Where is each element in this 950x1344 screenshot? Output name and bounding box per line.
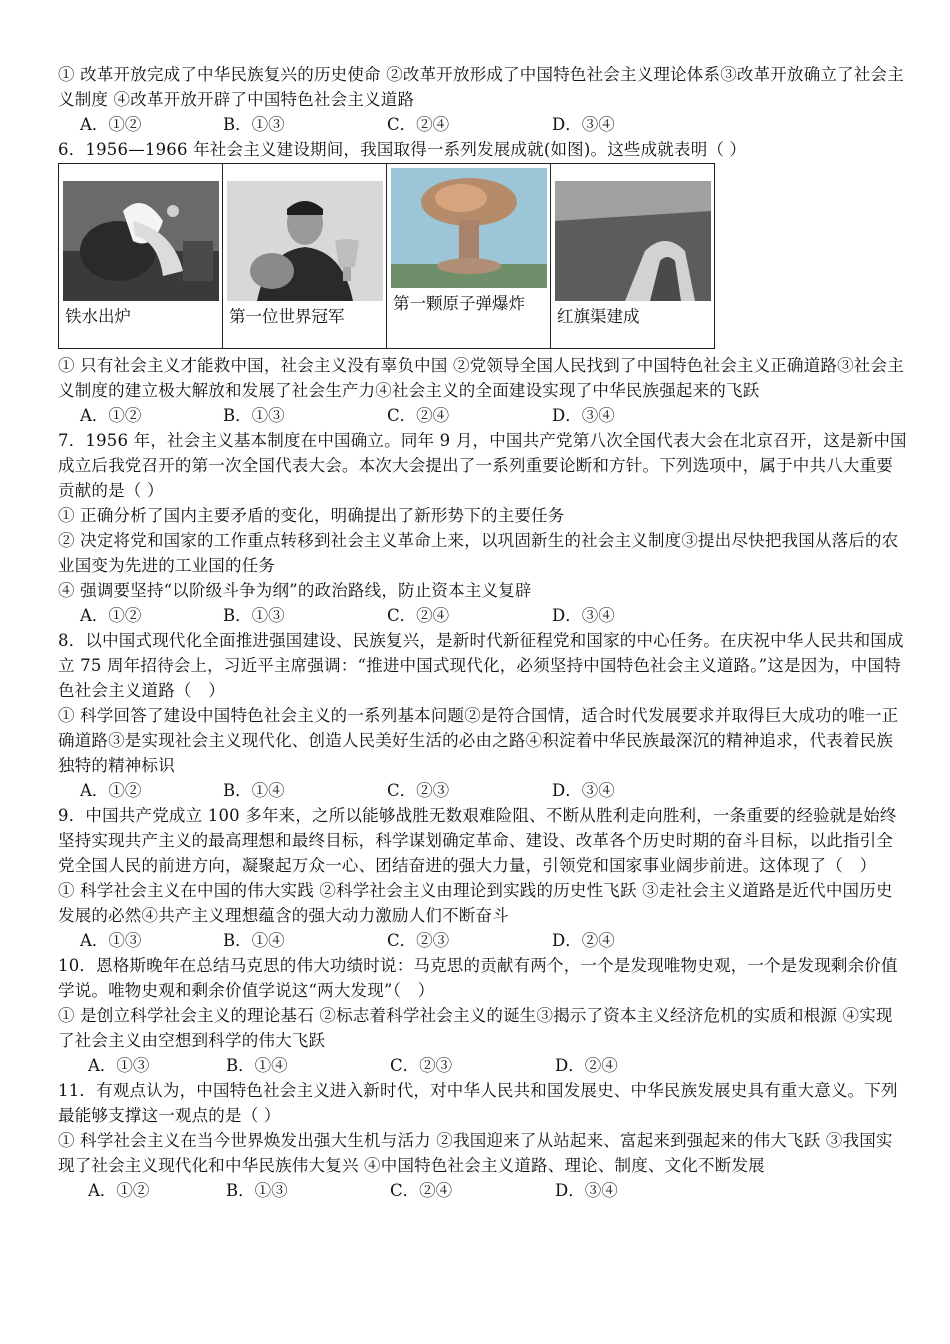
q8-option-c[interactable]: C．②③: [387, 781, 450, 800]
q5-option-c[interactable]: C．②④: [387, 115, 450, 134]
q11-options: [58, 1178, 908, 1203]
q5-option-b[interactable]: B．①③: [223, 115, 285, 134]
caption-canal: 红旗渠建成: [557, 307, 640, 326]
q11-statements: ① 科学社会主义在当今世界焕发出强大生机与活力 ②我国迎来了从站起来、富起来到强起来的伟大飞跃 ③我国实现了社会主义现代化和中华民族伟大复兴 ④中国特色社会主义道路、理论、制度、文化不断发展: [58, 1131, 893, 1175]
q10-option-b[interactable]: B．①④: [226, 1056, 288, 1075]
q6-cell-iron: [59, 164, 223, 349]
q7-option-c[interactable]: C．②④: [387, 606, 450, 625]
q8-statements: ① 科学回答了建设中国特色社会主义的一系列基本问题②是符合国情，适合时代发展要求并取得巨大成功的唯一正确道路③是实现社会主义现代化、创造人民美好生活的必由之路④积淀着中华民族最深沉的精神追求，代表着民族独特的精神标识: [58, 706, 899, 775]
q6-cell-canal: [551, 164, 715, 349]
q7-statement-1: ① 正确分析了国内主要矛盾的变化，明确提出了新形势下的主要任务: [58, 506, 565, 525]
q9-statements: ① 科学社会主义在中国的伟大实践 ②科学社会主义由理论到实践的历史性飞跃 ③走社会主义道路是近代中国历史发展的必然④共产主义理想蕴含的强大动力激励人们不断奋斗: [58, 881, 893, 925]
caption-champion: 第一位世界冠军: [229, 307, 345, 326]
q6-options: [58, 403, 908, 428]
q6-option-b[interactable]: B．①③: [223, 406, 285, 425]
exam-page: [58, 62, 908, 1203]
q9-option-a[interactable]: A．①③: [80, 931, 142, 950]
q7-option-a[interactable]: A．①②: [80, 606, 142, 625]
q10-option-c[interactable]: C．②③: [390, 1056, 453, 1075]
q5-options: [58, 112, 908, 137]
q6-option-d[interactable]: D．③④: [552, 406, 615, 425]
q9-options: [58, 928, 908, 953]
q6-cell-champion: [223, 164, 387, 349]
q9-stem: 9．中国共产党成立 100 多年来，之所以能够战胜无数艰难险阻、不断从胜利走向胜利，一条重要的经验就是始终坚持实现共产主义的最高理想和最终目标，科学谋划确定革命、建设、改革各个历史时期的奋斗目标，以此指引全党全国人民的前进方向，凝聚起万众一心、团结奋进的强大力量，引领党和国家事业阔步前进。这体现了（ ）: [58, 806, 897, 875]
q11-option-b[interactable]: B．①③: [226, 1181, 288, 1200]
q10-option-d[interactable]: D．②④: [555, 1056, 618, 1075]
q5-option-d[interactable]: D．③④: [552, 115, 615, 134]
q7-statement-2: ② 决定将党和国家的工作重点转移到社会主义革命上来，以巩固新生的社会主义制度③提出尽快把我国从落后的农业国变为先进的工业国的任务: [58, 531, 899, 575]
q7-stem: 7．1956 年，社会主义基本制度在中国确立。同年 9 月，中国共产党第八次全国代表大会在北京召开，这是新中国成立后我党召开的第一次全国代表大会。本次大会提出了一系列重要论断和方针。下列选项中，属于中共八大重要贡献的是（ ）: [58, 431, 907, 500]
q10-options: [58, 1053, 908, 1078]
q6-option-c[interactable]: C．②④: [387, 406, 450, 425]
q7-option-d[interactable]: D．③④: [552, 606, 615, 625]
q7-option-b[interactable]: B．①③: [223, 606, 285, 625]
q10-option-a[interactable]: A．①③: [88, 1056, 150, 1075]
world-champion-photo: [227, 181, 383, 301]
q9-option-d[interactable]: D．②④: [552, 931, 615, 950]
molten-iron-photo: [63, 181, 219, 301]
q8-option-b[interactable]: B．①④: [223, 781, 285, 800]
q7-statement-3: ④ 强调要坚持“以阶级斗争为纲”的政治路线，防止资本主义复辟: [58, 581, 532, 600]
q8-options: [58, 778, 908, 803]
q5-option-a[interactable]: A．①②: [80, 115, 142, 134]
q8-option-a[interactable]: A．①②: [80, 781, 142, 800]
q8-stem: 8．以中国式现代化全面推进强国建设、民族复兴，是新时代新征程党和国家的中心任务。在庆祝中华人民共和国成立 75 周年招待会上，习近平主席强调：“推进中国式现代化，必须坚持中国特色社会主义道路。”这是因为，中国特色社会主义道路（ ）: [58, 631, 904, 700]
q11-stem: 11．有观点认为，中国特色社会主义进入新时代，对中华人民共和国发展史、中华民族发展史具有重大意义。下列最能够支撑这一观点的是（ ）: [58, 1081, 898, 1125]
q6-statements: ① 只有社会主义才能救中国，社会主义没有辜负中国 ②党领导全国人民找到了中国特色社会主义正确道路③社会主义制度的建立极大解放和发展了社会生产力④社会主义的全面建设实现了中华民族强起来的飞跃: [58, 356, 904, 400]
q9-option-c[interactable]: C．②③: [387, 931, 450, 950]
q10-statements: ① 是创立科学社会主义的理论基石 ②标志着科学社会主义的诞生③揭示了资本主义经济危机的实质和根源 ④实现了社会主义由空想到科学的伟大飞跃: [58, 1006, 893, 1050]
q5-statements: ① 改革开放完成了中华民族复兴的历史使命 ②改革开放形成了中国特色社会主义理论体系③改革开放确立了社会主义制度 ④改革开放开辟了中国特色社会主义道路: [58, 65, 904, 109]
atomic-bomb-photo: [391, 168, 547, 288]
q7-options: [58, 603, 908, 628]
q11-option-a[interactable]: A．①②: [88, 1181, 150, 1200]
q6-cell-bomb: [387, 164, 551, 349]
q6-image-table: [58, 163, 715, 349]
q6-option-a[interactable]: A．①②: [80, 406, 142, 425]
red-flag-canal-photo: [555, 181, 711, 301]
q11-option-d[interactable]: D．③④: [555, 1181, 618, 1200]
q9-option-b[interactable]: B．①④: [223, 931, 285, 950]
q10-stem: 10．恩格斯晚年在总结马克思的伟大功绩时说：马克思的贡献有两个，一个是发现唯物史观，一个是发现剩余价值学说。唯物史观和剩余价值学说这“两大发现”（ ）: [58, 956, 898, 1000]
caption-bomb: 第一颗原子弹爆炸: [393, 294, 525, 313]
caption-iron: 铁水出炉: [65, 307, 131, 326]
q11-option-c[interactable]: C．②④: [390, 1181, 453, 1200]
q6-stem: 6．1956—1966 年社会主义建设期间，我国取得一系列发展成就(如图)。这些成就表明（ ）: [58, 140, 747, 159]
q8-option-d[interactable]: D．③④: [552, 781, 615, 800]
